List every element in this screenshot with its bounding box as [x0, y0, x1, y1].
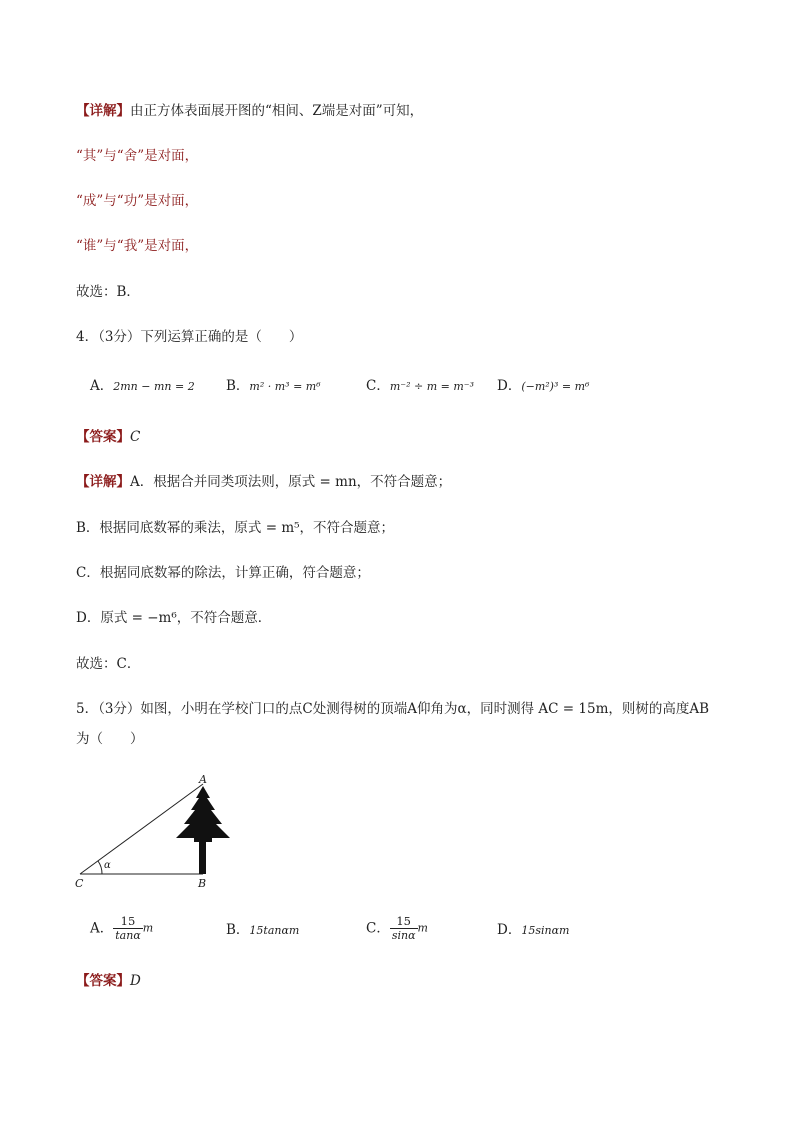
answer-value: C [130, 429, 141, 445]
explanation-tag: 【详解】 [76, 474, 130, 490]
label-b: B [198, 877, 207, 890]
explanation-text: A．根据合并同类项法则，原式 = mn，不符合题意； [130, 474, 452, 490]
q5-option-d-expr: 15sinαm [521, 924, 570, 937]
tree-icon [176, 786, 230, 874]
answer-tag: 【答案】 [76, 973, 130, 989]
q4-option-a [90, 376, 195, 397]
q5-option-b [226, 920, 299, 941]
prev-choice: 故选：B． [76, 284, 140, 300]
q5-option-a-label: A． [90, 920, 114, 937]
q4-option-d-expr: (−m²)³ = m⁶ [521, 380, 590, 393]
answer-tag: 【答案】 [76, 429, 130, 445]
explanation-text: 由正方体表面展开图的“相间、Z端是对面”可知， [130, 103, 424, 119]
angle-arc [98, 861, 102, 874]
opposite-pair-3: “谁”与“我”是对面， [76, 238, 199, 254]
q5-option-a-unit: m [142, 921, 154, 935]
q4-option-d [497, 376, 589, 397]
q5-stem-line1: 5．（3分）如图，小明在学校门口的点C处测得树的顶端A仰角为α，同时测得 AC = 15m，则树的高度AB [76, 701, 710, 717]
tree-triangle-figure [60, 770, 260, 895]
opposite-pair-1: “其”与“舍”是对面， [76, 148, 199, 164]
q5-option-c [366, 914, 428, 943]
q4-explanation-a [76, 472, 451, 492]
q5-option-d-label: D． [497, 922, 522, 938]
line-ca [80, 784, 203, 874]
answer-value: D [130, 973, 141, 989]
q5-option-c-numerator: 15 [390, 914, 418, 929]
q5-option-b-label: B． [226, 922, 250, 938]
q4-option-d-label: D． [497, 378, 522, 394]
label-c: C [75, 877, 84, 890]
q4-option-c [366, 376, 474, 397]
q4-option-b-expr: m² · m³ = m⁶ [249, 380, 321, 393]
q5-option-c-unit: m [417, 921, 428, 935]
q5-option-a-denominator: tanα [115, 929, 141, 942]
q5-option-c-fraction [390, 914, 418, 943]
q5-stem-line2: 为（ ） [76, 731, 144, 747]
q5-answer [76, 971, 141, 991]
q5-option-c-label: C． [366, 920, 390, 937]
q4-choice: 故选：C． [76, 656, 141, 672]
q4-explanation-d: D．原式 = −m⁶，不符合题意． [76, 610, 272, 626]
q5-option-d [497, 920, 569, 941]
q4-option-a-label: A． [90, 378, 114, 394]
q4-option-a-expr: 2mn − mn = 2 [113, 380, 195, 393]
q5-option-a-numerator: 15 [113, 914, 143, 929]
q4-explanation-c: C．根据同底数幂的除法，计算正确，符合题意； [76, 565, 370, 581]
explanation-tag: 【详解】 [76, 103, 130, 119]
q4-option-b-label: B． [226, 378, 250, 394]
opposite-pair-2: “成”与“功”是对面， [76, 193, 199, 209]
label-a: A [199, 773, 207, 786]
label-alpha: α [104, 860, 111, 871]
q5-option-a-fraction [113, 914, 143, 943]
q5-option-b-expr: 15tanαm [249, 924, 300, 937]
q4-option-c-label: C． [366, 378, 390, 394]
q4-explanation-b: B．根据同底数幂的乘法，原式 = m⁵，不符合题意； [76, 520, 395, 536]
q5-option-c-denominator: sinα [391, 929, 416, 942]
q4-stem: 4．（3分）下列运算正确的是（ ） [76, 329, 303, 345]
q4-option-c-expr: m⁻² ÷ m = m⁻³ [389, 380, 474, 393]
prev-explanation-line [76, 101, 423, 121]
q4-answer [76, 427, 140, 447]
q5-option-a [90, 914, 153, 943]
q4-option-b [226, 376, 321, 397]
